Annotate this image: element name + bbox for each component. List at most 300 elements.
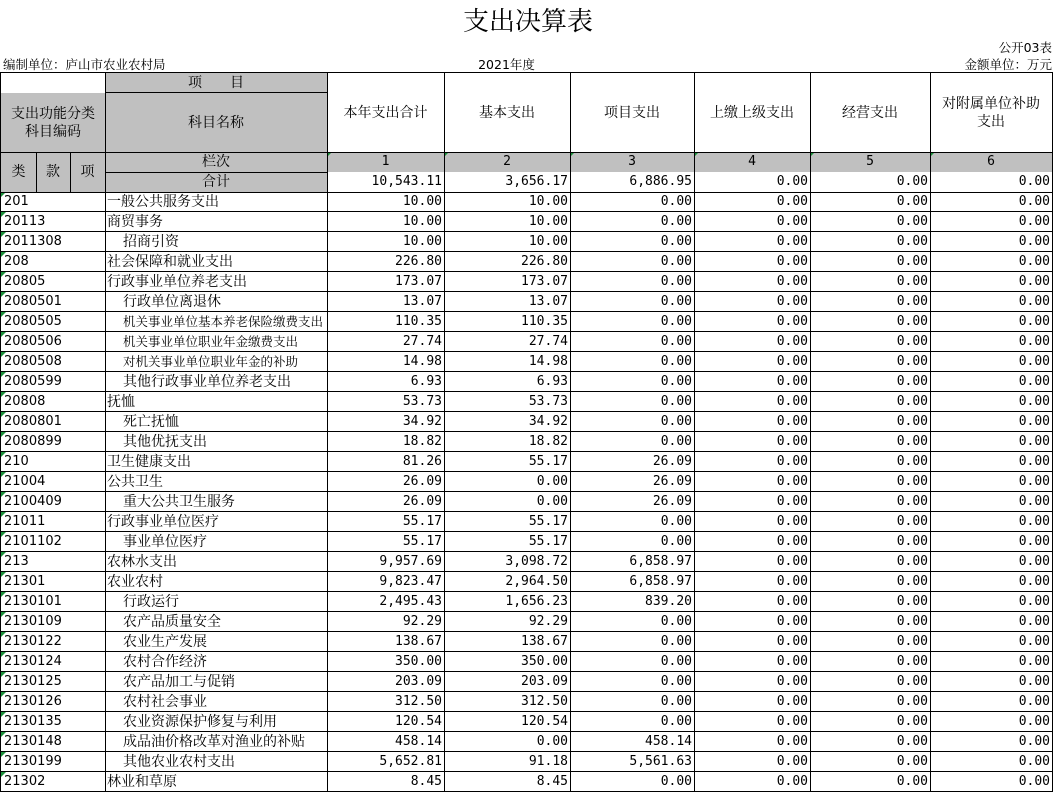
row-value: 0.00 <box>896 574 928 589</box>
row-name: 行政运行 <box>123 594 179 610</box>
row-value: 226.80 <box>521 254 568 269</box>
grid-line <box>0 291 1053 292</box>
row-value: 0.00 <box>776 614 808 629</box>
row-value: 0.00 <box>776 334 808 349</box>
row-value: 0.00 <box>896 674 928 689</box>
row-value: 0.00 <box>776 474 808 489</box>
row-value: 0.00 <box>660 434 692 449</box>
row-value: 0.00 <box>896 314 928 329</box>
compiling-unit: 编制单位：庐山市农业农村局 <box>3 57 166 72</box>
row-value: 0.00 <box>896 774 928 789</box>
row-value: 8.45 <box>536 774 568 789</box>
row-value: 0.00 <box>660 374 692 389</box>
row-value: 27.74 <box>402 334 442 349</box>
row-value: 0.00 <box>776 594 808 609</box>
row-value: 0.00 <box>660 774 692 789</box>
grid-line <box>0 411 1053 412</box>
row-value: 6.93 <box>410 374 442 389</box>
row-value: 55.17 <box>528 514 568 529</box>
column-header: 基本支出 <box>479 104 535 121</box>
grid-line <box>105 92 327 93</box>
row-value: 0.00 <box>1018 334 1050 349</box>
row-value: 0.00 <box>1018 354 1050 369</box>
row-code: 2080599 <box>1 372 105 392</box>
row-name: 公共卫生 <box>107 474 163 490</box>
row-code: 2130199 <box>1 752 105 772</box>
row-value: 0.00 <box>896 714 928 729</box>
row-value: 0.00 <box>1018 714 1050 729</box>
row-value: 14.98 <box>402 354 442 369</box>
header-subject-name: 科目名称 <box>105 93 327 152</box>
row-value: 0.00 <box>776 294 808 309</box>
row-value: 0.00 <box>896 214 928 229</box>
row-value: 0.00 <box>776 714 808 729</box>
row-value: 0.00 <box>896 274 928 289</box>
cell-note-marker <box>1 552 6 557</box>
row-code: 2080506 <box>1 332 105 352</box>
grid-line <box>0 471 1053 472</box>
row-name: 林业和草原 <box>107 774 177 790</box>
row-value: 26.09 <box>652 454 692 469</box>
row-value: 0.00 <box>896 554 928 569</box>
row-value: 0.00 <box>1018 654 1050 669</box>
amount-unit: 金额单位：万元 <box>964 57 1052 72</box>
cell-note-marker <box>1 272 6 277</box>
row-name: 农业资源保护修复与利用 <box>123 714 277 730</box>
column-number: 2 <box>444 152 570 172</box>
row-value: 0.00 <box>660 294 692 309</box>
grid-line <box>0 591 1053 592</box>
row-code: 2080801 <box>1 412 105 432</box>
row-value: 350.00 <box>521 654 568 669</box>
grid-line <box>0 631 1053 632</box>
row-name: 农村合作经济 <box>123 654 207 670</box>
row-value: 0.00 <box>660 194 692 209</box>
grid-line <box>0 671 1053 672</box>
row-value: 14.98 <box>528 354 568 369</box>
row-value: 0.00 <box>896 734 928 749</box>
row-value: 110.35 <box>521 314 568 329</box>
row-value: 13.07 <box>402 294 442 309</box>
grid-line <box>0 711 1053 712</box>
row-value: 10.00 <box>402 234 442 249</box>
column-header: 项目支出 <box>604 104 660 121</box>
row-value: 0.00 <box>1018 734 1050 749</box>
row-code: 2080899 <box>1 432 105 452</box>
row-value: 0.00 <box>896 754 928 769</box>
row-value: 0.00 <box>1018 314 1050 329</box>
column-number: 1 <box>327 152 444 172</box>
row-value: 0.00 <box>1018 534 1050 549</box>
row-value: 0.00 <box>896 514 928 529</box>
row-value: 0.00 <box>1018 594 1050 609</box>
row-value: 26.09 <box>402 494 442 509</box>
row-value: 138.67 <box>395 634 442 649</box>
row-value: 0.00 <box>776 694 808 709</box>
row-value: 53.73 <box>528 394 568 409</box>
row-value: 0.00 <box>660 234 692 249</box>
row-value: 92.29 <box>402 614 442 629</box>
row-code: 21301 <box>1 572 105 592</box>
cell-note-marker <box>1 432 6 437</box>
row-code: 2130135 <box>1 712 105 732</box>
row-code: 2130122 <box>1 632 105 652</box>
row-value: 0.00 <box>1018 514 1050 529</box>
row-value: 0.00 <box>896 374 928 389</box>
column-number: 5 <box>810 152 930 172</box>
row-value: 10.00 <box>402 214 442 229</box>
row-value: 173.07 <box>395 274 442 289</box>
row-value: 0.00 <box>776 454 808 469</box>
cell-note-marker <box>1 352 6 357</box>
row-value: 55.17 <box>402 514 442 529</box>
row-code: 2101102 <box>1 532 105 552</box>
row-value: 34.92 <box>528 414 568 429</box>
row-value: 458.14 <box>395 734 442 749</box>
row-value: 26.09 <box>402 474 442 489</box>
row-value: 8.45 <box>410 774 442 789</box>
header-xiang: 项 <box>70 152 105 192</box>
row-name: 卫生健康支出 <box>107 454 191 470</box>
total-value: 6,886.95 <box>629 174 692 189</box>
row-value: 0.00 <box>776 414 808 429</box>
row-value: 92.29 <box>528 614 568 629</box>
row-value: 0.00 <box>896 294 928 309</box>
row-value: 0.00 <box>896 534 928 549</box>
grid-line <box>327 72 328 792</box>
row-value: 91.18 <box>528 754 568 769</box>
row-value: 18.82 <box>528 434 568 449</box>
grid-line <box>930 72 931 792</box>
column-header: 对附属单位补助支出 <box>942 95 1040 130</box>
row-value: 0.00 <box>776 534 808 549</box>
row-value: 0.00 <box>660 694 692 709</box>
row-value: 10.00 <box>528 214 568 229</box>
row-value: 203.09 <box>395 674 442 689</box>
grid-line <box>0 72 1 792</box>
row-value: 0.00 <box>776 234 808 249</box>
row-name: 行政事业单位医疗 <box>107 514 219 530</box>
grid-line <box>0 571 1053 572</box>
row-value: 27.74 <box>528 334 568 349</box>
grid-line <box>0 371 1053 372</box>
row-code: 210 <box>1 452 105 472</box>
row-value: 0.00 <box>896 474 928 489</box>
grid-line <box>0 451 1053 452</box>
grid-line <box>0 251 1053 252</box>
row-value: 0.00 <box>896 494 928 509</box>
row-value: 0.00 <box>1018 454 1050 469</box>
row-value: 10.00 <box>528 234 568 249</box>
row-code: 208 <box>1 252 105 272</box>
row-code: 2100409 <box>1 492 105 512</box>
row-value: 0.00 <box>896 654 928 669</box>
row-value: 0.00 <box>776 214 808 229</box>
row-value: 0.00 <box>660 414 692 429</box>
row-value: 0.00 <box>776 354 808 369</box>
grid-line <box>0 72 1053 73</box>
row-value: 0.00 <box>660 714 692 729</box>
row-value: 3,098.72 <box>505 554 568 569</box>
row-name: 成品油价格改革对渔业的补贴 <box>123 734 305 750</box>
row-value: 9,823.47 <box>379 574 442 589</box>
grid-line <box>0 731 1053 732</box>
row-value: 0.00 <box>536 734 568 749</box>
cell-note-marker <box>1 372 6 377</box>
row-value: 0.00 <box>776 754 808 769</box>
grid-line <box>0 651 1053 652</box>
row-value: 0.00 <box>776 194 808 209</box>
row-value: 839.20 <box>645 594 692 609</box>
row-value: 0.00 <box>536 474 568 489</box>
column-number: 6 <box>930 152 1052 172</box>
row-name: 农产品质量安全 <box>123 614 221 630</box>
total-value: 0.00 <box>776 174 808 189</box>
grid-line <box>0 771 1053 772</box>
row-code: 2011308 <box>1 232 105 252</box>
row-value: 26.09 <box>652 474 692 489</box>
row-value: 26.09 <box>652 494 692 509</box>
row-value: 0.00 <box>660 354 692 369</box>
grid-line <box>70 152 71 192</box>
row-name: 抚恤 <box>107 394 135 410</box>
grid-line <box>0 391 1053 392</box>
grid-line <box>0 192 1053 193</box>
header-func-code: 支出功能分类科目编码 <box>1 93 105 152</box>
row-value: 0.00 <box>660 274 692 289</box>
row-value: 0.00 <box>896 414 928 429</box>
row-value: 2,964.50 <box>505 574 568 589</box>
cell-note-marker <box>1 332 6 337</box>
row-value: 0.00 <box>776 314 808 329</box>
row-value: 0.00 <box>896 434 928 449</box>
row-value: 0.00 <box>1018 414 1050 429</box>
row-value: 0.00 <box>1018 474 1050 489</box>
row-value: 0.00 <box>1018 634 1050 649</box>
row-value: 0.00 <box>1018 434 1050 449</box>
grid-line <box>0 311 1053 312</box>
row-code: 21302 <box>1 772 105 792</box>
row-name: 行政事业单位养老支出 <box>107 274 247 290</box>
row-name: 死亡抚恤 <box>123 414 179 430</box>
grid-line <box>0 271 1053 272</box>
grid-line <box>444 72 445 792</box>
row-code: 2130109 <box>1 612 105 632</box>
row-value: 9,957.69 <box>379 554 442 569</box>
report-year: 2021年度 <box>478 57 535 72</box>
row-value: 0.00 <box>660 514 692 529</box>
row-value: 0.00 <box>1018 274 1050 289</box>
row-value: 0.00 <box>776 774 808 789</box>
row-value: 203.09 <box>521 674 568 689</box>
row-value: 0.00 <box>660 214 692 229</box>
row-value: 13.07 <box>528 294 568 309</box>
row-value: 0.00 <box>896 334 928 349</box>
row-value: 0.00 <box>776 394 808 409</box>
row-code: 21011 <box>1 512 105 532</box>
header-kuan: 款 <box>36 152 70 192</box>
row-name: 农村社会事业 <box>123 694 207 710</box>
row-code: 213 <box>1 552 105 572</box>
cell-note-marker <box>1 712 6 717</box>
table-number: 公开03表 <box>998 40 1052 55</box>
column-number: 4 <box>694 152 810 172</box>
grid-line <box>0 791 1053 792</box>
grid-line <box>1052 72 1053 792</box>
row-value: 1,656.23 <box>505 594 568 609</box>
row-value: 0.00 <box>660 614 692 629</box>
row-name: 事业单位医疗 <box>123 534 207 550</box>
row-code: 2130125 <box>1 672 105 692</box>
row-code: 201 <box>1 192 105 212</box>
cell-note-marker <box>1 732 6 737</box>
grid-line <box>0 211 1053 212</box>
header-lei: 类 <box>1 152 36 192</box>
row-value: 0.00 <box>896 394 928 409</box>
row-value: 6,858.97 <box>629 554 692 569</box>
row-name: 农业生产发展 <box>123 634 207 650</box>
grid-line <box>36 152 37 192</box>
row-code: 2080508 <box>1 352 105 372</box>
row-name: 农业农村 <box>107 574 163 590</box>
grid-line <box>0 551 1053 552</box>
row-value: 0.00 <box>776 554 808 569</box>
row-value: 0.00 <box>896 594 928 609</box>
row-value: 0.00 <box>660 394 692 409</box>
row-value: 0.00 <box>776 374 808 389</box>
row-value: 18.82 <box>402 434 442 449</box>
row-value: 0.00 <box>1018 374 1050 389</box>
row-value: 0.00 <box>896 634 928 649</box>
row-value: 55.17 <box>402 534 442 549</box>
grid-line <box>570 72 571 792</box>
row-value: 10.00 <box>528 194 568 209</box>
row-code: 2080505 <box>1 312 105 332</box>
header-project: 项 目 <box>105 73 327 93</box>
row-value: 0.00 <box>660 314 692 329</box>
row-code: 21004 <box>1 472 105 492</box>
row-value: 0.00 <box>1018 254 1050 269</box>
row-value: 0.00 <box>896 354 928 369</box>
row-value: 138.67 <box>521 634 568 649</box>
row-value: 0.00 <box>776 634 808 649</box>
row-value: 0.00 <box>1018 674 1050 689</box>
row-value: 0.00 <box>896 694 928 709</box>
row-value: 0.00 <box>1018 754 1050 769</box>
total-value: 0.00 <box>896 174 928 189</box>
row-value: 6.93 <box>536 374 568 389</box>
total-label: 合计 <box>105 172 327 192</box>
row-value: 0.00 <box>776 654 808 669</box>
row-name: 社会保障和就业支出 <box>107 254 233 270</box>
row-value: 0.00 <box>1018 554 1050 569</box>
grid-line <box>0 751 1053 752</box>
grid-line <box>0 511 1053 512</box>
row-value: 120.54 <box>395 714 442 729</box>
cell-note-marker <box>1 592 6 597</box>
cell-note-marker <box>1 392 6 397</box>
cell-note-marker <box>1 752 6 757</box>
row-value: 0.00 <box>1018 774 1050 789</box>
row-name: 其他优抚支出 <box>123 434 207 450</box>
cell-note-marker <box>1 692 6 697</box>
cell-note-marker <box>1 472 6 477</box>
row-value: 55.17 <box>528 454 568 469</box>
row-code: 20808 <box>1 392 105 412</box>
total-value: 3,656.17 <box>505 174 568 189</box>
cell-note-marker <box>1 412 6 417</box>
row-code: 2130126 <box>1 692 105 712</box>
cell-note-marker <box>1 532 6 537</box>
row-value: 0.00 <box>776 494 808 509</box>
row-value: 0.00 <box>660 674 692 689</box>
row-name: 其他农业农村支出 <box>123 754 235 770</box>
row-value: 0.00 <box>660 254 692 269</box>
row-value: 120.54 <box>521 714 568 729</box>
row-value: 0.00 <box>1018 194 1050 209</box>
row-name: 招商引资 <box>123 234 179 250</box>
row-value: 0.00 <box>660 634 692 649</box>
row-value: 458.14 <box>645 734 692 749</box>
row-value: 0.00 <box>776 674 808 689</box>
row-value: 81.26 <box>402 454 442 469</box>
row-value: 0.00 <box>1018 294 1050 309</box>
cell-note-marker <box>1 772 6 777</box>
row-value: 5,561.63 <box>629 754 692 769</box>
grid-line <box>0 531 1053 532</box>
grid-line <box>0 611 1053 612</box>
row-code: 2130148 <box>1 732 105 752</box>
row-code: 2130101 <box>1 592 105 612</box>
row-name: 商贸事务 <box>107 214 163 230</box>
row-name: 行政单位离退休 <box>123 294 221 310</box>
grid-line <box>0 351 1053 352</box>
grid-line <box>0 691 1053 692</box>
row-name: 重大公共卫生服务 <box>123 494 235 510</box>
row-value: 0.00 <box>1018 214 1050 229</box>
column-number: 3 <box>570 152 694 172</box>
grid-line <box>0 231 1053 232</box>
row-value: 0.00 <box>896 614 928 629</box>
row-code: 2130124 <box>1 652 105 672</box>
cell-note-marker <box>1 612 6 617</box>
grid-line <box>0 491 1053 492</box>
grid-line <box>105 72 106 792</box>
row-value: 0.00 <box>896 234 928 249</box>
row-name: 农林水支出 <box>107 554 177 570</box>
row-value: 0.00 <box>896 254 928 269</box>
row-value: 173.07 <box>521 274 568 289</box>
grid-line <box>0 152 1053 153</box>
grid-line <box>105 172 327 173</box>
row-value: 0.00 <box>1018 394 1050 409</box>
cell-note-marker <box>1 572 6 577</box>
row-value: 110.35 <box>395 314 442 329</box>
row-name: 其他行政事业单位养老支出 <box>123 374 291 390</box>
row-value: 10.00 <box>402 194 442 209</box>
row-value: 0.00 <box>776 514 808 529</box>
row-value: 0.00 <box>660 654 692 669</box>
row-value: 0.00 <box>536 494 568 509</box>
row-value: 0.00 <box>1018 234 1050 249</box>
grid-line <box>694 72 695 792</box>
column-header: 本年支出合计 <box>343 104 428 121</box>
row-value: 0.00 <box>776 434 808 449</box>
cell-note-marker <box>1 292 6 297</box>
row-value: 0.00 <box>1018 494 1050 509</box>
row-value: 5,652.81 <box>379 754 442 769</box>
row-value: 0.00 <box>776 274 808 289</box>
